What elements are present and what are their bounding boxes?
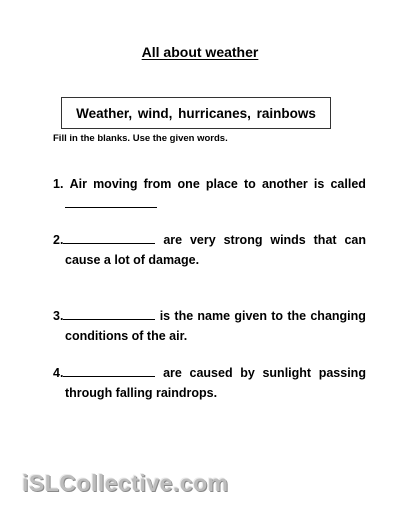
question-3-lead [53, 306, 155, 326]
question-4-lead [53, 363, 155, 383]
word: from [143, 177, 172, 191]
question-4-line-2: through falling raindrops. [65, 386, 218, 400]
instructions-text: Fill in the blanks. Use the given words. [53, 133, 228, 144]
word: caused [189, 366, 233, 380]
question-3-line-1 [53, 306, 366, 326]
word: place [205, 177, 238, 191]
question-1 [53, 174, 366, 214]
question-2-line-1 [53, 230, 366, 250]
question-number: 1. [53, 177, 64, 191]
word: called [330, 177, 366, 191]
question-1-line-2 [53, 194, 366, 214]
word: the [287, 309, 307, 323]
question-1-line-1 [53, 174, 366, 194]
word: is [159, 309, 171, 323]
question-3-line-2: conditions of the air. [65, 329, 188, 343]
answer-blank [65, 195, 157, 208]
word: that [313, 233, 337, 247]
word: to [271, 309, 284, 323]
answer-blank [63, 307, 155, 320]
word: another [261, 177, 308, 191]
word: the [174, 309, 194, 323]
word: Air [69, 177, 87, 191]
question-number: 4. [53, 366, 64, 380]
word: winds [270, 233, 306, 247]
word: are [163, 366, 182, 380]
question-4-line-1 [53, 363, 366, 383]
word: are [163, 233, 183, 247]
word: changing [310, 309, 366, 323]
answer-blank [63, 231, 155, 244]
question-3 [53, 306, 366, 346]
word-bank-box: Weather, wind, hurricanes, rainbows [61, 97, 331, 129]
question-2-lead [53, 230, 155, 250]
word: by [240, 366, 255, 380]
word: sunlight [262, 366, 312, 380]
word: to [244, 177, 256, 191]
word: name [197, 309, 231, 323]
word: strong [223, 233, 263, 247]
question-number: 2. [53, 233, 64, 247]
question-2-line-2: cause a lot of damage. [65, 253, 200, 267]
word: passing [318, 366, 366, 380]
word: very [189, 233, 216, 247]
word: one [177, 177, 200, 191]
word: given [234, 309, 267, 323]
worksheet-title: All about weather [141, 44, 259, 60]
question-number: 3. [53, 309, 64, 323]
question-2 [53, 230, 366, 270]
word: is [313, 177, 325, 191]
answer-blank [63, 364, 155, 377]
word: can [344, 233, 366, 247]
question-4 [53, 363, 366, 403]
site-logo: iSLCollective.com [22, 470, 229, 496]
word: moving [93, 177, 138, 191]
